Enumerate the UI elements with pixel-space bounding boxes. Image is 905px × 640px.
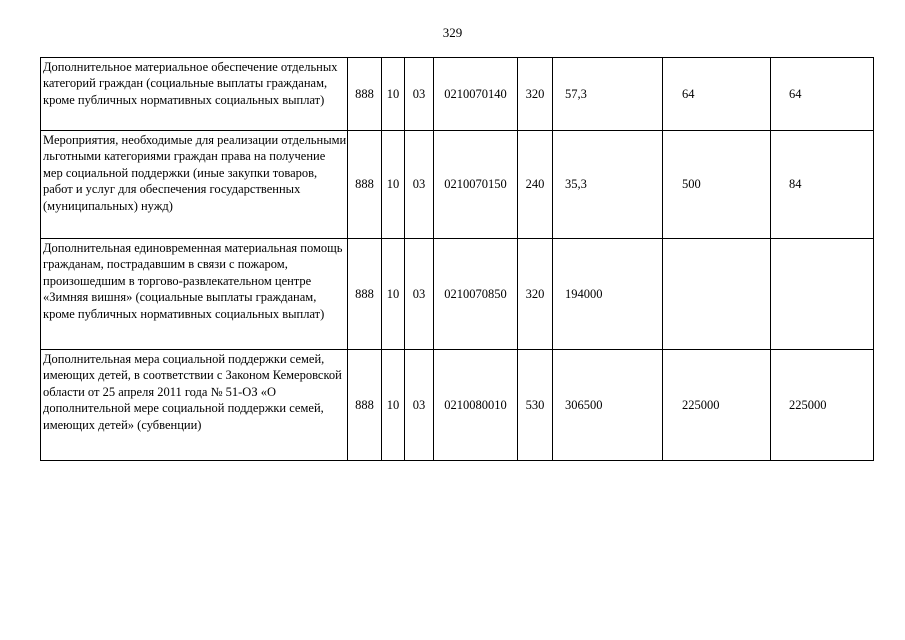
- page-number: 329: [442, 25, 463, 40]
- target-code: 0210070850: [434, 239, 518, 350]
- amount-1: 194000: [553, 239, 663, 350]
- amount-1: 35,3: [553, 131, 663, 239]
- table-row: [41, 350, 874, 461]
- ministry-code: 888: [348, 350, 382, 461]
- amount-2: 500: [663, 131, 771, 239]
- expense-type-code: 240: [518, 131, 553, 239]
- subsection-code: 03: [405, 131, 434, 239]
- expense-type-code: 320: [518, 239, 553, 350]
- subsection-code: 03: [405, 350, 434, 461]
- amount-2: 64: [663, 58, 771, 131]
- amount-3: 64: [771, 58, 874, 131]
- amount-3: 84: [771, 131, 874, 239]
- amount-3: 225000: [771, 350, 874, 461]
- amount-1: 306500: [553, 350, 663, 461]
- table-row: [41, 58, 874, 131]
- expense-type-code: 530: [518, 350, 553, 461]
- section-code: 10: [382, 350, 405, 461]
- section-code: 10: [382, 58, 405, 131]
- expense-type-code: 320: [518, 58, 553, 131]
- section-code: 10: [382, 131, 405, 239]
- table-row: [41, 239, 874, 350]
- section-code: 10: [382, 239, 405, 350]
- amount-2: [663, 239, 771, 350]
- amount-2: 225000: [663, 350, 771, 461]
- row-description: Дополнительное материальное обеспечение отдельных категорий граждан (социальные выплаты гражданам, кроме публичных нормативных социальных выплат): [41, 58, 348, 131]
- ministry-code: 888: [348, 131, 382, 239]
- target-code: 0210070140: [434, 58, 518, 131]
- amount-1: 57,3: [553, 58, 663, 131]
- target-code: 0210080010: [434, 350, 518, 461]
- budget-table: [40, 57, 874, 461]
- subsection-code: 03: [405, 239, 434, 350]
- amount-3: [771, 239, 874, 350]
- ministry-code: 888: [348, 239, 382, 350]
- row-description: Дополнительная единовременная материальная помощь гражданам, пострадавшим в связи с пожаром, произошедшим в торгово-развлекательном центре «Зимняя вишня» (социальные выплаты гражданам, кроме публичных нормативных социальных выплат): [41, 239, 348, 350]
- ministry-code: 888: [348, 58, 382, 131]
- table-row: [41, 131, 874, 239]
- row-description: Мероприятия, необходимые для реализации отдельными льготными категориями граждан права на получение мер социальной поддержки (иные закупки товаров, работ и услуг для обеспечения государственных (муниципальных) нужд): [41, 131, 348, 239]
- row-description: Дополнительная мера социальной поддержки семей, имеющих детей, в соответствии с Законом Кемеровской области от 25 апреля 2011 года № 51-ОЗ «О дополнительной мере социальной поддержки семей, имеющих детей» (субвенции): [41, 350, 348, 461]
- target-code: 0210070150: [434, 131, 518, 239]
- subsection-code: 03: [405, 58, 434, 131]
